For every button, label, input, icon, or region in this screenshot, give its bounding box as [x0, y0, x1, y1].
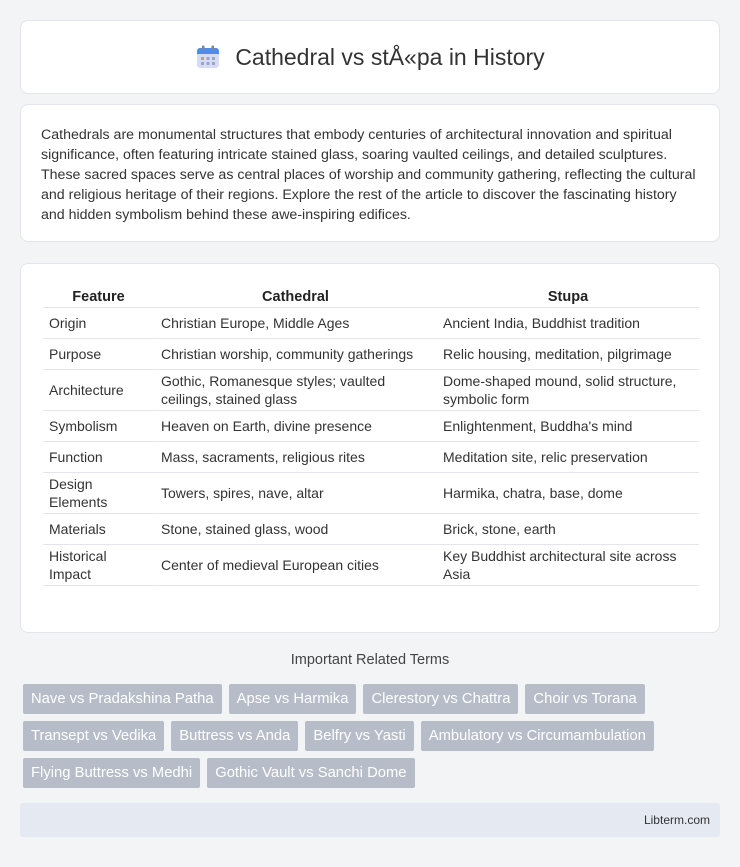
stupa-cell: Meditation site, relic preservation	[437, 442, 699, 473]
stupa-cell: Relic housing, meditation, pilgrimage	[437, 339, 699, 370]
stupa-cell: Enlightenment, Buddha's mind	[437, 411, 699, 442]
column-header-stupa: Stupa	[437, 284, 699, 308]
cathedral-cell: Mass, sacraments, religious rites	[154, 442, 437, 473]
related-term-tag[interactable]: Belfry vs Yasti	[305, 721, 413, 751]
footer-site-link[interactable]: Libterm.com	[643, 813, 710, 827]
stupa-cell: Brick, stone, earth	[437, 514, 699, 545]
feature-cell: Purpose	[43, 339, 154, 370]
table-row	[43, 473, 699, 514]
cathedral-cell: Christian Europe, Middle Ages	[154, 308, 437, 339]
related-term-tag[interactable]: Apse vs Harmika	[229, 684, 357, 714]
column-header-feature: Feature	[43, 284, 154, 308]
cathedral-cell: Towers, spires, nave, altar	[154, 473, 437, 514]
related-terms-list	[23, 684, 723, 788]
intro-card	[20, 104, 720, 242]
feature-cell: Historical Impact	[43, 545, 154, 586]
feature-cell: Materials	[43, 514, 154, 545]
related-term-tag[interactable]: Gothic Vault vs Sanchi Dome	[207, 758, 414, 788]
related-term-tag[interactable]: Clerestory vs Chattra	[363, 684, 518, 714]
intro-text: Cathedrals are monumental structures that embody centuries of architectural innovation and spiritual significance, often featuring intricate stained glass, soaring vaulted ceilings, and detailed sculptures. These sacred spaces serve as central places of worship and community gathering, reflecting the cultural and religious heritage of their regions. Explore the rest of the article to discover the fascinating history and hidden symbolism behind these awe-inspiring edifices.	[41, 127, 696, 223]
table-row	[43, 308, 699, 339]
calendar-icon	[195, 44, 221, 70]
footer	[20, 803, 720, 837]
feature-cell: Architecture	[43, 370, 154, 411]
comparison-table-card	[20, 263, 720, 633]
table-row	[43, 545, 699, 586]
feature-cell: Symbolism	[43, 411, 154, 442]
related-terms-title: Important Related Terms	[290, 652, 450, 668]
cathedral-cell: Gothic, Romanesque styles; vaulted ceilings, stained glass	[154, 370, 437, 411]
related-term-tag[interactable]: Nave vs Pradakshina Patha	[23, 684, 222, 714]
related-term-tag[interactable]: Flying Buttress vs Medhi	[23, 758, 200, 788]
feature-cell: Origin	[43, 308, 154, 339]
table-row	[43, 370, 699, 411]
stupa-cell: Ancient India, Buddhist tradition	[437, 308, 699, 339]
cathedral-cell: Stone, stained glass, wood	[154, 514, 437, 545]
table-row	[43, 339, 699, 370]
comparison-table	[43, 284, 699, 586]
related-term-tag[interactable]: Ambulatory vs Circumambulation	[421, 721, 654, 751]
table-header-row	[43, 284, 699, 308]
related-term-tag[interactable]: Transept vs Vedika	[23, 721, 164, 751]
table-row	[43, 514, 699, 545]
table-row	[43, 442, 699, 473]
feature-cell: Design Elements	[43, 473, 154, 514]
table-row	[43, 411, 699, 442]
related-term-tag[interactable]: Choir vs Torana	[525, 684, 644, 714]
title-card	[20, 20, 720, 94]
feature-cell: Function	[43, 442, 154, 473]
stupa-cell: Dome-shaped mound, solid structure, symbolic form	[437, 370, 699, 411]
stupa-cell: Harmika, chatra, base, dome	[437, 473, 699, 514]
page-title: Cathedral vs stÅ«pa in History	[235, 43, 545, 70]
stupa-cell: Key Buddhist architectural site across Asia	[437, 545, 699, 586]
related-term-tag[interactable]: Buttress vs Anda	[171, 721, 298, 751]
cathedral-cell: Heaven on Earth, divine presence	[154, 411, 437, 442]
cathedral-cell: Center of medieval European cities	[154, 545, 437, 586]
column-header-cathedral: Cathedral	[154, 284, 437, 308]
cathedral-cell: Christian worship, community gatherings	[154, 339, 437, 370]
